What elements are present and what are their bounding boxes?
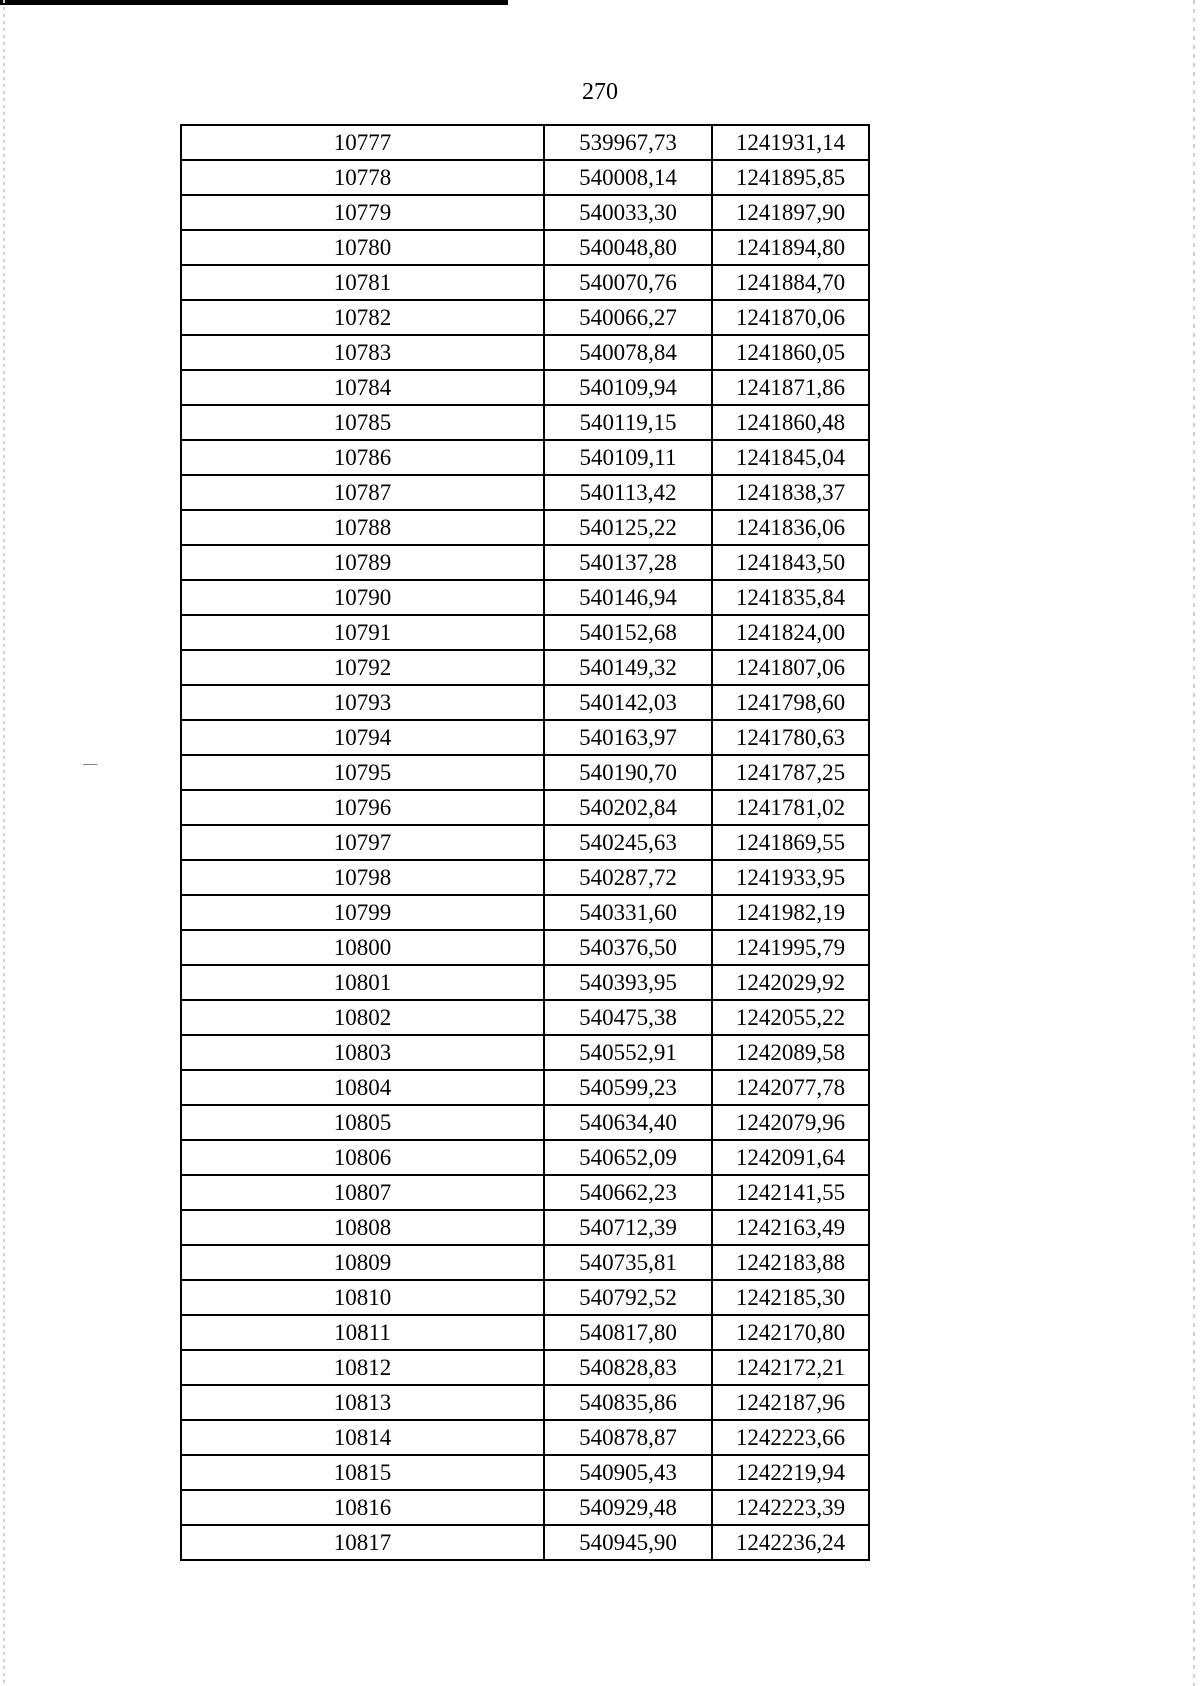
table-row — [181, 1140, 869, 1175]
x-coordinate-cell: 540113,42 — [544, 475, 712, 510]
x-coordinate-cell: 540125,22 — [544, 510, 712, 545]
point-number-cell: 10793 — [181, 685, 544, 720]
table-row — [181, 1105, 869, 1140]
table-row — [181, 1035, 869, 1070]
y-coordinate-cell: 1242055,22 — [712, 1000, 869, 1035]
table-row — [181, 1455, 869, 1490]
y-coordinate-cell: 1241871,86 — [712, 370, 869, 405]
y-coordinate-cell: 1241836,06 — [712, 510, 869, 545]
table-row — [181, 1525, 869, 1560]
point-number-cell: 10808 — [181, 1210, 544, 1245]
x-coordinate-cell: 540078,84 — [544, 335, 712, 370]
point-number-cell: 10816 — [181, 1490, 544, 1525]
y-coordinate-cell: 1242141,55 — [712, 1175, 869, 1210]
table-row — [181, 1315, 869, 1350]
point-number-cell: 10800 — [181, 930, 544, 965]
coordinates-table-body — [181, 125, 869, 1560]
table-row — [181, 1350, 869, 1385]
x-coordinate-cell: 540817,80 — [544, 1315, 712, 1350]
page-number: 270 — [582, 79, 618, 105]
y-coordinate-cell: 1241781,02 — [712, 790, 869, 825]
x-coordinate-cell: 540137,28 — [544, 545, 712, 580]
table-row — [181, 475, 869, 510]
point-number-cell: 10802 — [181, 1000, 544, 1035]
x-coordinate-cell: 540287,72 — [544, 860, 712, 895]
y-coordinate-cell: 1241845,04 — [712, 440, 869, 475]
y-coordinate-cell: 1242091,64 — [712, 1140, 869, 1175]
x-coordinate-cell: 540070,76 — [544, 265, 712, 300]
x-coordinate-cell: 540475,38 — [544, 1000, 712, 1035]
table-row — [181, 650, 869, 685]
point-number-cell: 10813 — [181, 1385, 544, 1420]
x-coordinate-cell: 540048,80 — [544, 230, 712, 265]
y-coordinate-cell: 1242089,58 — [712, 1035, 869, 1070]
point-number-cell: 10809 — [181, 1245, 544, 1280]
x-coordinate-cell: 540152,68 — [544, 615, 712, 650]
x-coordinate-cell: 540712,39 — [544, 1210, 712, 1245]
table-row — [181, 755, 869, 790]
table-row — [181, 230, 869, 265]
x-coordinate-cell: 540376,50 — [544, 930, 712, 965]
table-row — [181, 860, 869, 895]
y-coordinate-cell: 1242183,88 — [712, 1245, 869, 1280]
point-number-cell: 10798 — [181, 860, 544, 895]
point-number-cell: 10790 — [181, 580, 544, 615]
x-coordinate-cell: 540662,23 — [544, 1175, 712, 1210]
y-coordinate-cell: 1241895,85 — [712, 160, 869, 195]
y-coordinate-cell: 1241933,95 — [712, 860, 869, 895]
y-coordinate-cell: 1241884,70 — [712, 265, 869, 300]
table-row — [181, 440, 869, 475]
point-number-cell: 10788 — [181, 510, 544, 545]
table-row — [181, 895, 869, 930]
y-coordinate-cell: 1242029,92 — [712, 965, 869, 1000]
x-coordinate-cell: 540109,11 — [544, 440, 712, 475]
x-coordinate-cell: 539967,73 — [544, 125, 712, 160]
x-coordinate-cell: 540146,94 — [544, 580, 712, 615]
y-coordinate-cell: 1242223,66 — [712, 1420, 869, 1455]
point-number-cell: 10779 — [181, 195, 544, 230]
point-number-cell: 10807 — [181, 1175, 544, 1210]
y-coordinate-cell: 1242185,30 — [712, 1280, 869, 1315]
x-coordinate-cell: 540393,95 — [544, 965, 712, 1000]
y-coordinate-cell: 1242223,39 — [712, 1490, 869, 1525]
table-row — [181, 1280, 869, 1315]
x-coordinate-cell: 540008,14 — [544, 160, 712, 195]
scan-edge-right — [1193, 0, 1195, 1686]
table-row — [181, 545, 869, 580]
point-number-cell: 10791 — [181, 615, 544, 650]
x-coordinate-cell: 540735,81 — [544, 1245, 712, 1280]
point-number-cell: 10780 — [181, 230, 544, 265]
point-number-cell: 10799 — [181, 895, 544, 930]
table-row — [181, 1385, 869, 1420]
point-number-cell: 10784 — [181, 370, 544, 405]
table-row — [181, 510, 869, 545]
x-coordinate-cell: 540905,43 — [544, 1455, 712, 1490]
y-coordinate-cell: 1241869,55 — [712, 825, 869, 860]
table-row — [181, 930, 869, 965]
x-coordinate-cell: 540835,86 — [544, 1385, 712, 1420]
x-coordinate-cell: 540202,84 — [544, 790, 712, 825]
y-coordinate-cell: 1242163,49 — [712, 1210, 869, 1245]
x-coordinate-cell: 540142,03 — [544, 685, 712, 720]
y-coordinate-cell: 1241798,60 — [712, 685, 869, 720]
point-number-cell: 10787 — [181, 475, 544, 510]
point-number-cell: 10804 — [181, 1070, 544, 1105]
stray-mark — [83, 764, 97, 765]
point-number-cell: 10786 — [181, 440, 544, 475]
y-coordinate-cell: 1242170,80 — [712, 1315, 869, 1350]
y-coordinate-cell: 1242077,78 — [712, 1070, 869, 1105]
x-coordinate-cell: 540828,83 — [544, 1350, 712, 1385]
point-number-cell: 10812 — [181, 1350, 544, 1385]
y-coordinate-cell: 1241995,79 — [712, 930, 869, 965]
x-coordinate-cell: 540149,32 — [544, 650, 712, 685]
x-coordinate-cell: 540792,52 — [544, 1280, 712, 1315]
table-row — [181, 1000, 869, 1035]
point-number-cell: 10797 — [181, 825, 544, 860]
x-coordinate-cell: 540878,87 — [544, 1420, 712, 1455]
x-coordinate-cell: 540634,40 — [544, 1105, 712, 1140]
table-row — [181, 265, 869, 300]
scan-edge-left — [3, 0, 5, 1686]
y-coordinate-cell: 1241838,37 — [712, 475, 869, 510]
y-coordinate-cell: 1241982,19 — [712, 895, 869, 930]
y-coordinate-cell: 1242236,24 — [712, 1525, 869, 1560]
y-coordinate-cell: 1241870,06 — [712, 300, 869, 335]
x-coordinate-cell: 540033,30 — [544, 195, 712, 230]
point-number-cell: 10815 — [181, 1455, 544, 1490]
table-row — [181, 335, 869, 370]
y-coordinate-cell: 1241860,48 — [712, 405, 869, 440]
table-row — [181, 195, 869, 230]
y-coordinate-cell: 1241931,14 — [712, 125, 869, 160]
point-number-cell: 10783 — [181, 335, 544, 370]
table-row — [181, 1245, 869, 1280]
point-number-cell: 10795 — [181, 755, 544, 790]
scan-edge-bar — [0, 0, 508, 5]
table-row — [181, 1210, 869, 1245]
point-number-cell: 10811 — [181, 1315, 544, 1350]
table-row — [181, 405, 869, 440]
table-row — [181, 1490, 869, 1525]
point-number-cell: 10817 — [181, 1525, 544, 1560]
point-number-cell: 10796 — [181, 790, 544, 825]
x-coordinate-cell: 540599,23 — [544, 1070, 712, 1105]
y-coordinate-cell: 1241860,05 — [712, 335, 869, 370]
y-coordinate-cell: 1242187,96 — [712, 1385, 869, 1420]
point-number-cell: 10805 — [181, 1105, 544, 1140]
point-number-cell: 10785 — [181, 405, 544, 440]
table-row — [181, 965, 869, 1000]
table-row — [181, 370, 869, 405]
point-number-cell: 10794 — [181, 720, 544, 755]
y-coordinate-cell: 1241807,06 — [712, 650, 869, 685]
y-coordinate-cell: 1241894,80 — [712, 230, 869, 265]
table-row — [181, 125, 869, 160]
point-number-cell: 10778 — [181, 160, 544, 195]
point-number-cell: 10789 — [181, 545, 544, 580]
table-row — [181, 580, 869, 615]
point-number-cell: 10810 — [181, 1280, 544, 1315]
table-row — [181, 790, 869, 825]
x-coordinate-cell: 540119,15 — [544, 405, 712, 440]
y-coordinate-cell: 1242172,21 — [712, 1350, 869, 1385]
table-row — [181, 615, 869, 650]
table-row — [181, 1420, 869, 1455]
y-coordinate-cell: 1241843,50 — [712, 545, 869, 580]
y-coordinate-cell: 1241824,00 — [712, 615, 869, 650]
y-coordinate-cell: 1241835,84 — [712, 580, 869, 615]
table-row — [181, 1175, 869, 1210]
point-number-cell: 10792 — [181, 650, 544, 685]
point-number-cell: 10781 — [181, 265, 544, 300]
point-number-cell: 10782 — [181, 300, 544, 335]
y-coordinate-cell: 1241897,90 — [712, 195, 869, 230]
x-coordinate-cell: 540552,91 — [544, 1035, 712, 1070]
y-coordinate-cell: 1242079,96 — [712, 1105, 869, 1140]
y-coordinate-cell: 1241787,25 — [712, 755, 869, 790]
table-row — [181, 1070, 869, 1105]
x-coordinate-cell: 540945,90 — [544, 1525, 712, 1560]
x-coordinate-cell: 540245,63 — [544, 825, 712, 860]
point-number-cell: 10803 — [181, 1035, 544, 1070]
x-coordinate-cell: 540109,94 — [544, 370, 712, 405]
y-coordinate-cell: 1241780,63 — [712, 720, 869, 755]
point-number-cell: 10801 — [181, 965, 544, 1000]
point-number-cell: 10777 — [181, 125, 544, 160]
y-coordinate-cell: 1242219,94 — [712, 1455, 869, 1490]
point-number-cell: 10806 — [181, 1140, 544, 1175]
x-coordinate-cell: 540652,09 — [544, 1140, 712, 1175]
x-coordinate-cell: 540929,48 — [544, 1490, 712, 1525]
table-row — [181, 300, 869, 335]
table-row — [181, 825, 869, 860]
coordinates-table — [180, 124, 870, 1561]
x-coordinate-cell: 540066,27 — [544, 300, 712, 335]
x-coordinate-cell: 540163,97 — [544, 720, 712, 755]
x-coordinate-cell: 540331,60 — [544, 895, 712, 930]
point-number-cell: 10814 — [181, 1420, 544, 1455]
table-row — [181, 720, 869, 755]
table-row — [181, 160, 869, 195]
x-coordinate-cell: 540190,70 — [544, 755, 712, 790]
table-row — [181, 685, 869, 720]
